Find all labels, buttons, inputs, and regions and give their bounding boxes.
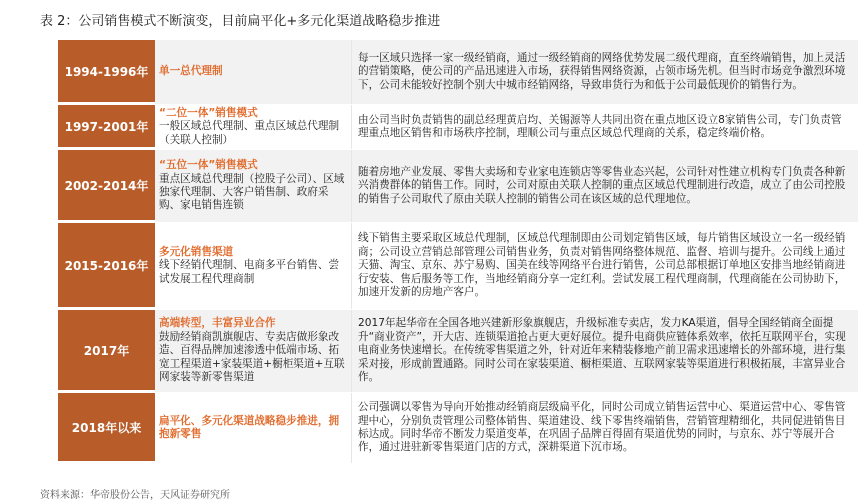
mode-title: 高端转型，丰富异业合作 (159, 317, 276, 330)
mode-cell (155, 150, 351, 222)
mode-detail: 重点区域总代理制（控股子公司）、区域独家代理制、大客户销售制、政府采购、家电销售连锁 (159, 172, 345, 212)
period-cell: 2018年以来 (58, 393, 155, 463)
mode-title: “二位一体”销售模式 (159, 106, 258, 119)
period-cell: 2017年 (58, 310, 155, 392)
mode-cell (155, 310, 351, 392)
sales-model-table (58, 40, 858, 464)
table-row (58, 40, 858, 105)
mode-title: 扁平化、多元化渠道战略稳步推进，拥抱新零售 (159, 414, 340, 440)
table-row (58, 310, 858, 393)
mode-cell (155, 40, 351, 104)
period-cell: 2015-2016年 (58, 223, 155, 309)
description-cell: 线下销售主要采取区域总代理制，区域总代理制即由公司划定销售区域，每片销售区域设立一名一级经销商；公司设立营销总部管理公司销售业务，负责对销售网络整体规范、监督、培训与提升。公司线上通过天猫、淘宝、京东、苏宁易购、国美在线等网络平台进行销售，公司总部根据订单地区安排当地经销商进行安装、售后服务等工作，当地经销商分享一定红利。尝试发展工程代理商制，代理商能在公司协助下，加速开发新的房地产客户。 (351, 223, 858, 309)
period-cell: 1994-1996年 (58, 40, 155, 104)
table-row (58, 150, 858, 223)
mode-title: “五位一体”销售模式 (159, 159, 258, 172)
mode-detail: 一般区域总代理制、重点区域总代理制（关联人控制） (159, 120, 340, 146)
period-cell: 2002-2014年 (58, 150, 155, 222)
table-row (58, 223, 858, 310)
description-cell: 每一区域只选择一家一级经销商，通过一级经销商的网络优势发展二级代理商，直至终端销售，加上灵活的营销策略，使公司的产品迅速进入市场，获得销售网络资源，占领市场先机。但当时市场竞争激烈环境下，公司未能较好控制个别大中城市经销网络，导致串货行为和低于公司最低现价的销售行为。 (351, 40, 858, 104)
mode-detail: 线下经销代理制、电商多平台销售、尝试发展工程代理商制 (159, 259, 340, 285)
mode-title: 多元化销售渠道 (159, 245, 234, 258)
mode-cell (155, 393, 351, 463)
mode-cell (155, 105, 351, 149)
table-row (58, 105, 858, 150)
table-row (58, 393, 858, 464)
period-cell: 1997-2001年 (58, 105, 155, 149)
table-title: 表 2：公司销售模式不断演变，目前扁平化+多元化渠道战略稳步推进 (40, 14, 441, 29)
description-cell: 2017年起华帝在全国各地兴建新形象旗舰店，升级标准专卖店，发力KA渠道，倡导全国经销商全面提升“商业资产”，开大店、连锁渠道抢占更大更好展位。提升电商供应链体系效率，依托互联网平台，实现电商业务快速增长。在传统零售渠道之外，针对近年来精装修地产前卫需求迅速增长的外部环境，进行集采对接，形成前置通路。同时公司在家装渠道、橱柜渠道、互联网家装等渠道进行积极拓展，丰富异业合作。 (351, 310, 858, 392)
source-note: 资料来源：华帝股份公告，天风证券研究所 (40, 490, 230, 501)
description-cell: 由公司当时负责销售的副总经理黄启均、关锡源等人共同出资在重点地区设立8家销售公司，专门负责管理重点地区销售和市场秩序控制，理顺公司与重点区域总代理商的关系，稳定终端价格。 (351, 105, 858, 149)
mode-cell (155, 223, 351, 309)
description-cell: 随着房地产业发展、零售大卖场和专业家电连锁店等零售业态兴起，公司针对性建立机构专门负责各种新兴消费群体的销售工作。同时，公司对原由关联人控制的重点区域总代理制进行改造，成立了由公司控股的销售子公司取代了原由关联人控制的销售公司在该区域的总代理地位。 (351, 150, 858, 222)
mode-detail: 鼓励经销商凯旗舰店、专卖店做形象改造、百得品牌加速渗透中低端市场、拓宽工程渠道+家装渠道+橱柜渠道+互联网家装等新零售渠道 (159, 330, 345, 384)
description-cell: 公司强调以零售为导向开始推动经销商层级扁平化，同时公司成立销售运营中心、渠道运营中心、零售管理中心，分别负责管理公司整体销售、渠道建设、线下零售终端销售，营销管理精细化，共同促进销售目标达成。同时华帝不断发力渠道变革，在巩固子品牌百得固有渠道优势的同时，与京东、苏宁等展开合作，通过进驻新零售渠道门店的方式，深耕渠道下沉市场。 (351, 393, 858, 463)
mode-title: 单一总代理制 (159, 65, 223, 78)
